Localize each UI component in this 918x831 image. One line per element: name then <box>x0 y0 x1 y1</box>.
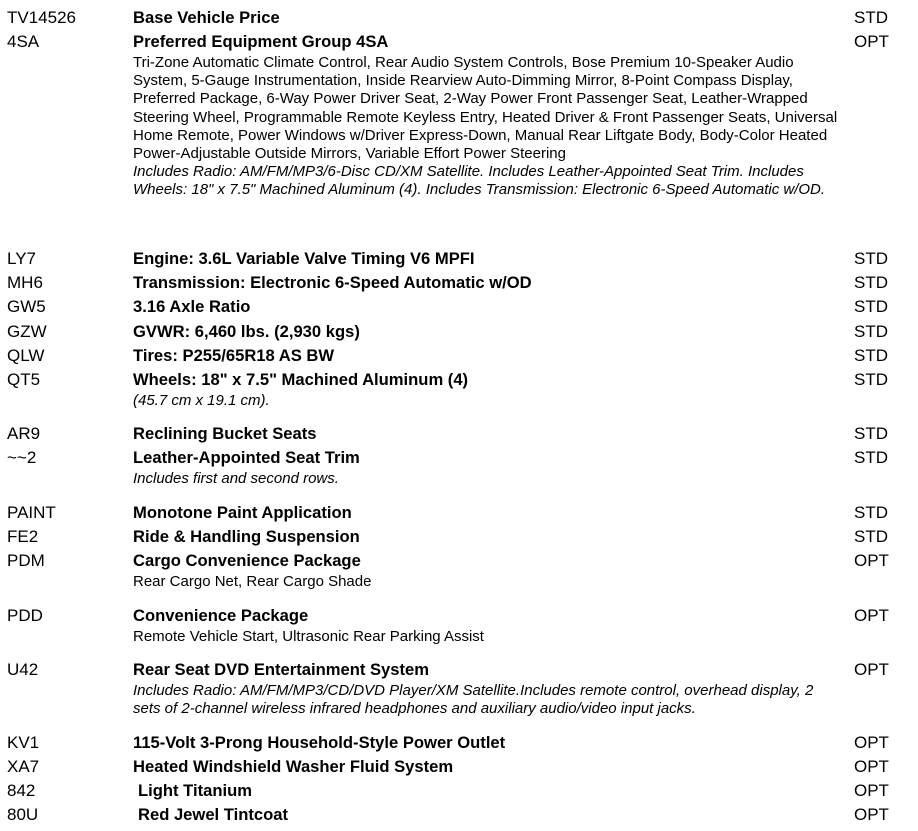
option-title: Leather-Appointed Seat Trim <box>133 448 360 467</box>
option-body <box>133 247 838 271</box>
option-status: OPT <box>854 606 889 625</box>
option-status: OPT <box>854 660 889 679</box>
option-title: Rear Seat DVD Entertainment System <box>133 660 430 679</box>
option-body <box>133 658 838 718</box>
option-title: Convenience Package <box>133 606 309 625</box>
option-code: QT5 <box>7 370 41 389</box>
option-code: FE2 <box>7 527 39 546</box>
option-status: STD <box>854 503 888 522</box>
option-title: Preferred Equipment Group 4SA <box>133 32 389 51</box>
option-code: XA7 <box>7 757 40 776</box>
option-body <box>133 30 838 200</box>
option-body <box>133 549 838 591</box>
option-title: Base Vehicle Price <box>133 8 280 27</box>
option-code: PDD <box>7 606 43 625</box>
option-status: STD <box>854 527 888 546</box>
option-body <box>133 501 838 525</box>
option-body <box>133 368 838 410</box>
option-status: STD <box>854 370 888 389</box>
option-code: MH6 <box>7 273 43 292</box>
option-body <box>133 731 838 755</box>
option-code: PAINT <box>7 503 56 522</box>
option-status: STD <box>854 249 888 268</box>
option-title: 115-Volt 3-Prong Household-Style Power Outlet <box>133 733 506 752</box>
option-code: GW5 <box>7 297 46 316</box>
option-status: STD <box>854 322 888 341</box>
option-body <box>133 446 838 488</box>
option-body <box>133 6 838 30</box>
option-title: Monotone Paint Application <box>133 503 352 522</box>
option-note: Includes first and second rows. <box>133 470 339 487</box>
option-title: Reclining Bucket Seats <box>133 424 317 443</box>
option-title: Heated Windshield Washer Fluid System <box>133 757 454 776</box>
option-code: QLW <box>7 346 45 365</box>
option-body <box>133 344 838 368</box>
option-note: (45.7 cm x 19.1 cm). <box>133 392 270 409</box>
option-status: OPT <box>854 781 889 800</box>
option-note: Includes Radio: AM/FM/MP3/CD/DVD Player/XM Satellite.Includes remote control, overhead display, 2 sets of 2-channel wireless infrared headphones and auxiliary audio/video input jacks. <box>133 682 814 718</box>
option-description: Remote Vehicle Start, Ultrasonic Rear Parking Assist <box>133 628 484 645</box>
option-title: Engine: 3.6L Variable Valve Timing V6 MPFI <box>133 249 475 268</box>
option-body <box>133 422 838 446</box>
option-status: OPT <box>854 551 889 570</box>
option-code: LY7 <box>7 249 36 268</box>
option-title: Tires: P255/65R18 AS BW <box>133 346 335 365</box>
option-title: Ride & Handling Suspension <box>133 527 360 546</box>
option-description: Rear Cargo Net, Rear Cargo Shade <box>133 573 372 590</box>
option-code: KV1 <box>7 733 40 752</box>
option-title: Transmission: Electronic 6-Speed Automatic w/OD <box>133 273 532 292</box>
option-title: Light Titanium <box>138 781 252 800</box>
option-body <box>133 525 838 549</box>
option-body <box>133 604 838 646</box>
option-status: OPT <box>854 805 889 824</box>
option-status: STD <box>854 8 888 27</box>
option-status: STD <box>854 273 888 292</box>
option-code: GZW <box>7 322 47 341</box>
option-status: OPT <box>854 32 889 51</box>
option-status: STD <box>854 346 888 365</box>
option-code: 4SA <box>7 32 40 51</box>
option-note: Includes Radio: AM/FM/MP3/6-Disc CD/XM Satellite. Includes Leather-Appointed Seat Trim. Includes Wheels: 18" x 7.5" Machined Aluminum (4). Includes Transmission: Electronic 6-Speed Automatic w/OD. <box>133 163 826 199</box>
option-body <box>133 295 838 319</box>
option-body <box>133 755 838 779</box>
option-title: GVWR: 6,460 lbs. (2,930 kgs) <box>133 322 360 341</box>
option-body <box>133 320 838 344</box>
option-title: 3.16 Axle Ratio <box>133 297 251 316</box>
option-status: OPT <box>854 757 889 776</box>
option-body <box>133 271 838 295</box>
option-title: Red Jewel Tintcoat <box>138 805 288 824</box>
option-body <box>133 779 838 803</box>
option-code: 842 <box>7 781 36 800</box>
option-status: STD <box>854 424 888 443</box>
option-description: Tri-Zone Automatic Climate Control, Rear Audio System Controls, Bose Premium 10-Speaker Audio System, 5-Gauge Instrumentation, Inside Rearview Auto-Dimming Mirror, 8-Point Compass Display, Preferred Package, 6-Way Power Driver Seat, 2-Way Power Front Passenger Seat, Leather-Wrapped Steering Wheel, Programmable Remote Keyless Entry, Heated Driver & Front Passenger Seats, Universal Home Remote, Power Windows w/Driver Express-Down, Manual Rear Liftgate Body, Body-Color Heated Power-Adjustable Outside Mirrors, Variable Effort Power Steering <box>133 54 838 163</box>
option-code: TV14526 <box>7 8 76 27</box>
option-title: Cargo Convenience Package <box>133 551 361 570</box>
option-status: OPT <box>854 733 889 752</box>
option-title: Wheels: 18" x 7.5" Machined Aluminum (4) <box>133 370 469 389</box>
option-code: PDM <box>7 551 45 570</box>
option-status: STD <box>854 297 888 316</box>
option-code: 80U <box>7 805 39 824</box>
option-code: AR9 <box>7 424 41 443</box>
option-body <box>133 803 838 827</box>
option-code: ~~2 <box>7 448 37 467</box>
option-status: STD <box>854 448 888 467</box>
option-code: U42 <box>7 660 39 679</box>
